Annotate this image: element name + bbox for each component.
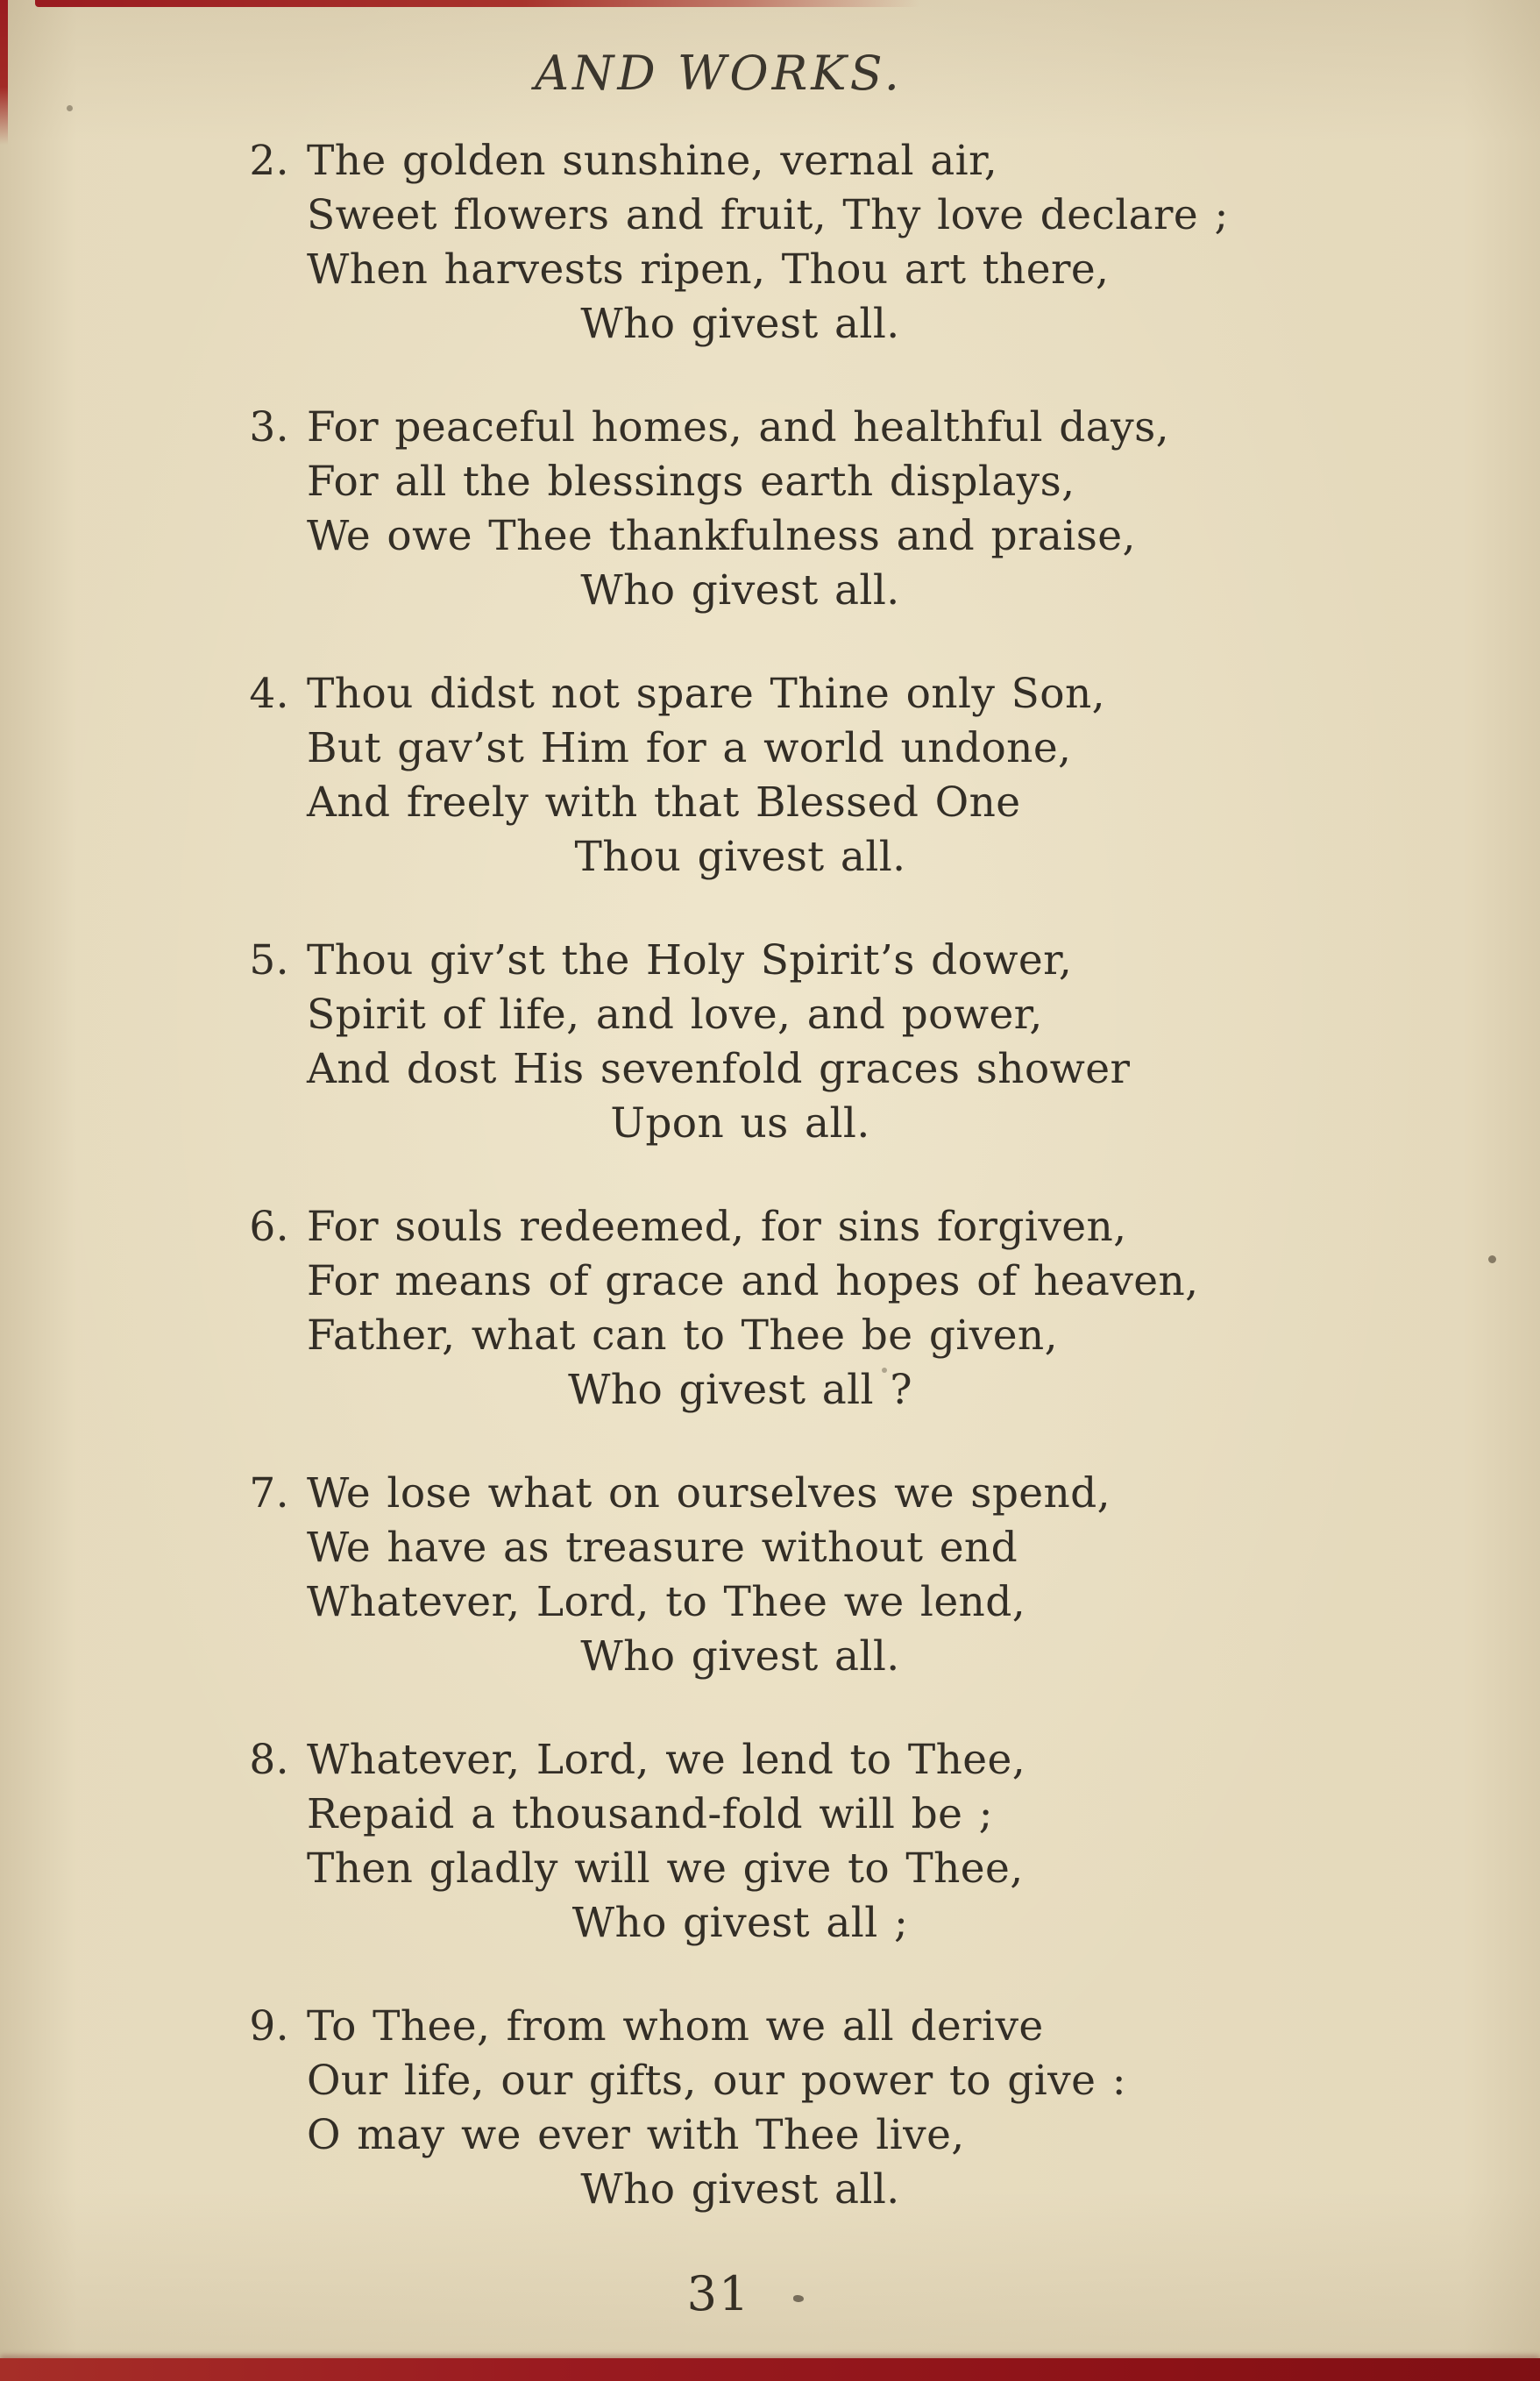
verse	[224, 667, 1315, 885]
verse-line: Whatever, Lord, to Thee we lend,	[307, 1578, 1026, 1626]
verse-line: And dost His sevenfold graces shower	[307, 1045, 1131, 1093]
verse-line: For means of grace and hopes of heaven,	[307, 1257, 1199, 1305]
verse-refrain: Who givest all.	[580, 566, 900, 615]
verse-line: Father, what can to Thee be given,	[307, 1311, 1058, 1360]
verse-line: But gav’st Him for a world undone,	[307, 724, 1072, 772]
verse-refrain: Who givest all ;	[571, 1899, 909, 1947]
verse-line: Spirit of life, and love, and power,	[307, 991, 1043, 1039]
verse-line: Thou didst not spare Thine only Son,	[307, 670, 1105, 718]
page-edge-bottom	[0, 2358, 1540, 2381]
verse-line: Repaid a thousand-fold will be ;	[307, 1790, 993, 1838]
verse	[224, 934, 1315, 1151]
verse-body	[307, 667, 1315, 885]
verse-line: To Thee, from whom we all derive	[307, 2002, 1044, 2051]
verse-list	[224, 134, 1315, 2217]
verse-line: For peaceful homes, and healthful days,	[307, 403, 1169, 451]
verse-line: For souls redeemed, for sins forgiven,	[307, 1203, 1127, 1251]
verse-number: 3.	[249, 403, 289, 451]
verse-body	[307, 134, 1315, 352]
verse-number: 5.	[249, 936, 289, 984]
verse-line: We have as treasure without end	[307, 1524, 1018, 1572]
verse-number: 7.	[249, 1469, 289, 1517]
verse-line: The golden sunshine, vernal air,	[307, 137, 998, 185]
verse-refrain: Who givest all ?	[568, 1366, 912, 1414]
verse-refrain: Thou givest all.	[574, 833, 906, 881]
verse-line: For all the blessings earth displays,	[307, 458, 1075, 506]
verse-number: 6.	[249, 1203, 289, 1251]
verse-number: 9.	[249, 2002, 289, 2051]
verse-number: 4.	[249, 670, 289, 718]
verse-refrain: Who givest all.	[580, 2165, 900, 2214]
verse-body	[307, 934, 1315, 1151]
verse-line: And freely with that Blessed One	[307, 778, 1021, 827]
verse-number: 2.	[249, 137, 289, 185]
running-header: AND WORKS.	[535, 46, 903, 101]
verse	[224, 1467, 1315, 1684]
verse-line: Sweet flowers and fruit, Thy love declare ;	[307, 191, 1229, 239]
verse-refrain: Upon us all.	[610, 1099, 870, 1148]
verse-line: We owe Thee thankfulness and praise,	[307, 512, 1136, 560]
scan-speck	[1488, 1255, 1496, 1263]
verse-body	[307, 1200, 1315, 1418]
verse-line: Then gladly will we give to Thee,	[307, 1844, 1024, 1893]
verse-body	[307, 401, 1315, 618]
verse-line: O may we ever with Thee live,	[307, 2111, 965, 2159]
page-number: 31	[686, 2266, 751, 2321]
verse-line: When harvests ripen, Thou art there,	[307, 245, 1110, 294]
verse-body	[307, 2000, 1315, 2217]
verse-body	[307, 1467, 1315, 1684]
verse-number: 8.	[249, 1736, 289, 1784]
verse	[224, 1733, 1315, 1951]
verse	[224, 401, 1315, 618]
verse	[224, 2000, 1315, 2217]
verse-line: Whatever, Lord, we lend to Thee,	[307, 1736, 1026, 1784]
verse-line: Our life, our gifts, our power to give :	[307, 2057, 1126, 2105]
verse	[224, 134, 1315, 352]
verse-refrain: Who givest all.	[580, 300, 900, 348]
verse-line: Thou giv’st the Holy Spirit’s dower,	[307, 936, 1073, 984]
verse-line: We lose what on ourselves we spend,	[307, 1469, 1111, 1517]
verse	[224, 1200, 1315, 1418]
verse-body	[307, 1733, 1315, 1951]
verse-refrain: Who givest all.	[580, 1632, 900, 1681]
